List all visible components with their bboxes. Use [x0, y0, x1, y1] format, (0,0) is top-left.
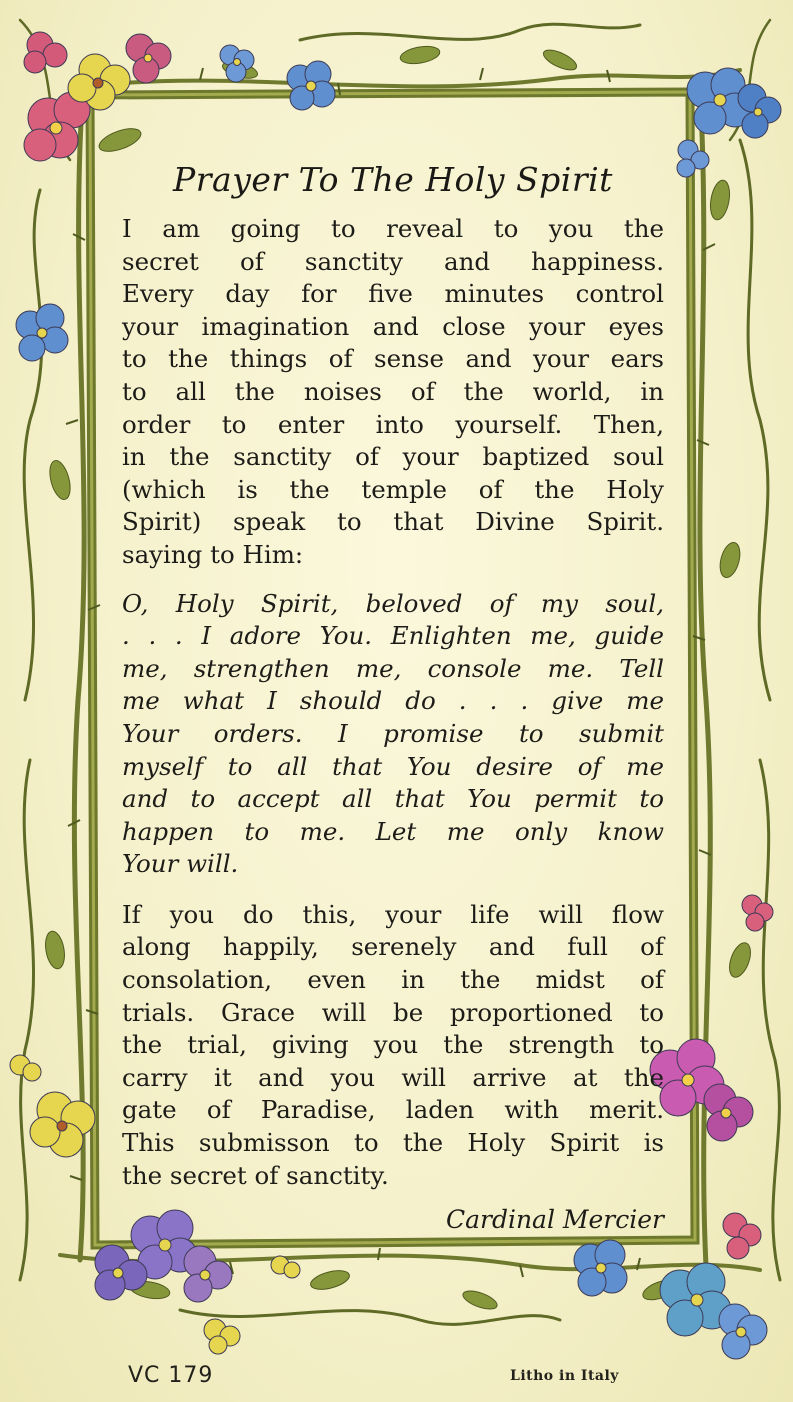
text-line: Every day for five minutes control — [122, 279, 664, 309]
text-line: I am going to reveal to you the — [122, 214, 664, 243]
text-line: This submisson to the Holy Spirit is — [122, 1128, 664, 1158]
text-line: your imagination and close your eyes — [122, 311, 664, 341]
text-line: gate of Paradise, laden with merit. — [122, 1095, 664, 1125]
text-line: (which is the temple of the Holy — [122, 474, 664, 504]
text-line: Your will. — [122, 849, 239, 879]
prayer-paragraph — [122, 588, 664, 881]
text-line: consolation, even in the midst of — [122, 965, 664, 995]
text-line: myself to all that You desire of me — [122, 751, 664, 781]
closing-paragraph — [122, 899, 664, 1192]
text-line: to all the noises of the world, in — [122, 376, 664, 406]
text-line: trials. Grace will be proportioned to — [122, 997, 664, 1027]
intro-paragraph — [122, 213, 664, 572]
text-line: and to accept all that You permit to — [122, 784, 664, 814]
text-line: . . . I adore You. Enlighten me, guide — [122, 621, 664, 651]
printer-note: Litho in Italy — [510, 1368, 619, 1384]
text-line: to the things of sense and your ears — [122, 344, 664, 374]
text-line: along happily, serenely and full of — [122, 932, 664, 962]
text-line: me what I should do . . . give me — [122, 686, 664, 716]
prayer-text-block — [122, 160, 664, 1192]
text-line: secret of sanctity and happiness. — [122, 246, 664, 276]
text-line: Your orders. I promise to submit — [122, 718, 664, 748]
text-line: saying to Him: — [122, 539, 304, 569]
text-line: the secret of sanctity. — [122, 1160, 389, 1190]
text-line: O, Holy Spirit, beloved of my soul, — [122, 588, 664, 618]
prayer-title: Prayer To The Holy Spirit — [173, 160, 613, 199]
catalog-code: VC 179 — [128, 1363, 214, 1388]
text-line: carry it and you will arrive at the — [122, 1062, 664, 1092]
text-line: happen to me. Let me only know — [122, 816, 664, 846]
text-line: If you do this, your life will flow — [122, 899, 664, 929]
author-signature: Cardinal Mercier — [445, 1205, 664, 1234]
text-line: order to enter into yourself. Then, — [122, 409, 664, 439]
text-line: Spirit) speak to that Divine Spirit. — [122, 507, 664, 537]
text-line: the trial, giving you the strength to — [122, 1030, 664, 1060]
text-line: in the sanctity of your baptized soul — [122, 442, 664, 472]
text-line: me, strengthen me, console me. Tell — [122, 653, 664, 683]
